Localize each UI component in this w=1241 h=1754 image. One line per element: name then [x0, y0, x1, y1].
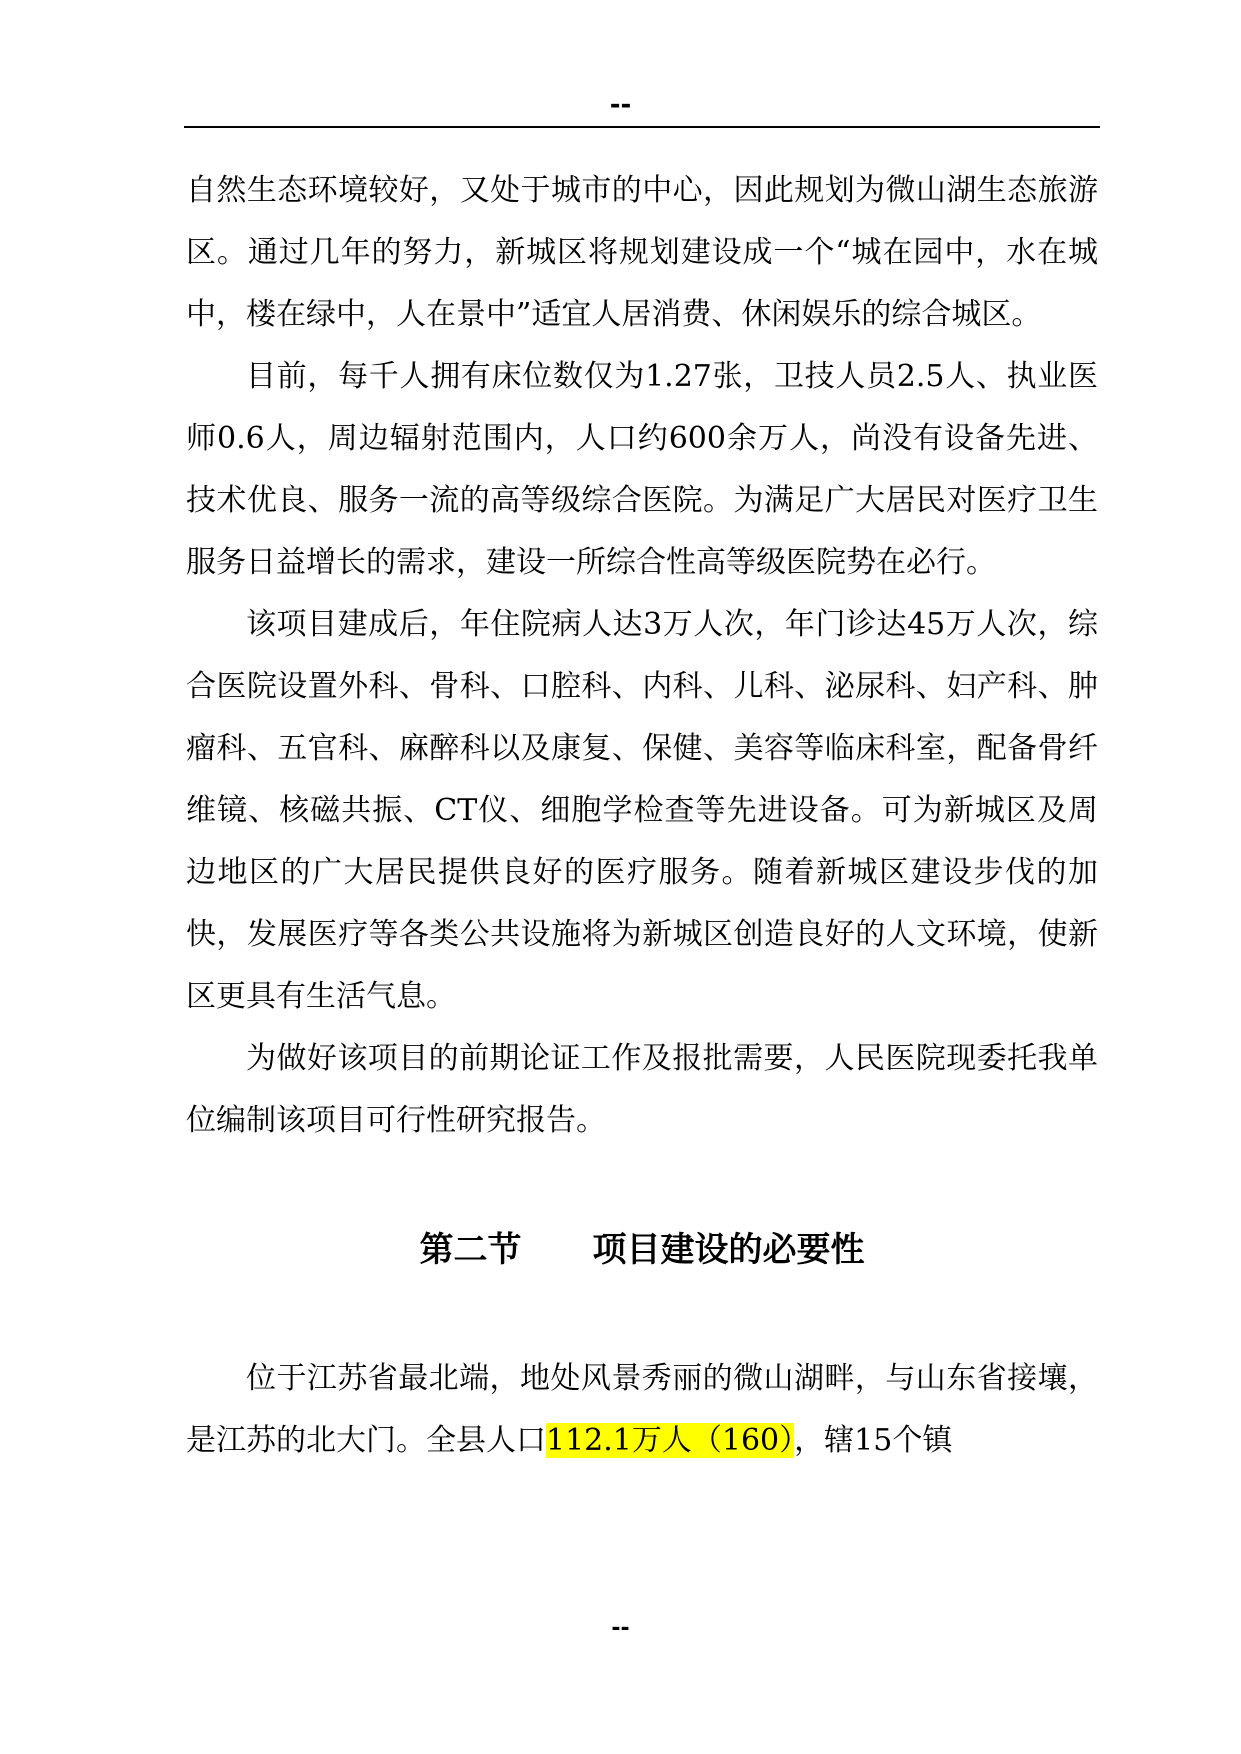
highlighted-population-text: 112.1万人（160）: [546, 1423, 795, 1458]
paragraph-2: 目前，每千人拥有床位数仅为1.27张，卫技人员2.5人、执业医师0.6人，周边辐射范围内，人口约600余万人，尚没有设备先进、技术优良、服务一流的高等级综合医院。为满足广大居民对医疗卫生服务日益增长的需求，建设一所综合性高等级医院势在必行。: [186, 359, 1098, 580]
paragraph-5-text-after: ，辖15个镇: [794, 1423, 953, 1458]
document-body: [186, 160, 1098, 1472]
page-header-mark: --: [609, 90, 632, 120]
header-rule: [184, 126, 1100, 128]
paragraph-5: [186, 1348, 1098, 1472]
paragraph-4: 为做好该项目的前期论证工作及报批需要，人民医院现委托我单位编制该项目可行性研究报告。: [186, 1041, 1098, 1138]
page-footer-mark: --: [611, 1616, 630, 1641]
paragraph-3: 该项目建成后，年住院病人达3万人次，年门诊达45万人次，综合医院设置外科、骨科、口腔科、内科、儿科、泌尿科、妇产科、肿瘤科、五官科、麻醉科以及康复、保健、美容等临床科室，配备骨纤维镜、核磁共振、CT仪、细胞学检查等先进设备。可为新城区及周边地区的广大居民提供良好的医疗服务。随着新城区建设步伐的加快，发展医疗等各类公共设施将为新城区创造良好的人文环境，使新区更具有生活气息。: [186, 607, 1098, 1014]
paragraph-5-text-before: 位于江苏省最北端，地处风景秀丽的微山湖畔，与山东省接壤，是江苏的北大门。全县人口: [186, 1361, 1098, 1458]
paragraph-1: 自然生态环境较好，又处于城市的中心，因此规划为微山湖生态旅游区。通过几年的努力，新城区将规划建设成一个“城在园中，水在城中，楼在绿中，人在景中”适宜人居消费、休闲娱乐的综合城区。: [186, 173, 1098, 332]
section-heading: 第二节 项目建设的必要性: [419, 1230, 865, 1270]
